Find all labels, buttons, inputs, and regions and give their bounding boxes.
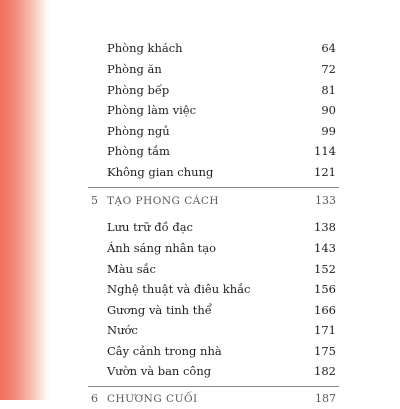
toc-entry-page: 114 <box>314 144 336 158</box>
toc-entry-guong-va-tinh-the[interactable] <box>107 300 336 320</box>
toc-entry-label: Phòng ngủ <box>107 124 170 138</box>
toc-entry-phong-tam[interactable] <box>107 141 336 161</box>
toc-entry-page: 171 <box>314 323 336 337</box>
toc-entry-vuon-va-ban-cong[interactable] <box>107 361 336 381</box>
toc-entry-page: 99 <box>321 124 336 138</box>
toc-entry-nghe-thuat-va-dieu-khac[interactable] <box>107 279 336 299</box>
chapter-title: CHƯƠNG CUỐI <box>107 393 198 405</box>
chapter-number: 5 <box>91 194 98 207</box>
toc-entry-phong-lam-viec[interactable] <box>107 100 336 120</box>
chapter-title: TẠO PHONG CÁCH <box>107 195 220 207</box>
toc-entry-page: 121 <box>314 165 336 179</box>
toc-entry-label: Cây cảnh trong nhà <box>107 344 222 358</box>
toc-entry-label: Phòng tắm <box>107 144 170 158</box>
toc-entry-phong-bep[interactable] <box>107 80 336 100</box>
toc-entry-mau-sac[interactable] <box>107 259 336 279</box>
toc-entry-label: Vườn và ban công <box>107 364 212 378</box>
toc-entry-luu-tru-do-dac[interactable] <box>107 217 336 237</box>
toc-entry-page: 143 <box>314 241 336 255</box>
toc-entry-label: Phòng ăn <box>107 62 162 76</box>
chapter-divider <box>88 187 339 188</box>
chapter-page: 133 <box>315 194 336 207</box>
toc-entry-label: Nghệ thuật và điêu khắc <box>107 282 251 296</box>
toc-entry-nuoc[interactable] <box>107 320 336 340</box>
chapter-divider <box>88 386 339 387</box>
toc-entry-page: 90 <box>321 103 336 117</box>
toc-entry-phong-an[interactable] <box>107 59 336 79</box>
toc-chapter-6[interactable] <box>91 389 336 409</box>
toc-entry-page: 156 <box>314 282 336 296</box>
toc-entry-label: Phòng bếp <box>107 83 170 97</box>
toc-entry-page: 182 <box>314 364 336 378</box>
toc-entry-label: Phòng làm việc <box>107 103 197 117</box>
toc-entry-page: 152 <box>314 262 336 276</box>
toc-entry-page: 72 <box>321 62 336 76</box>
toc-entry-page: 166 <box>314 303 336 317</box>
toc-entry-page: 138 <box>314 220 336 234</box>
toc-entry-phong-ngu[interactable] <box>107 121 336 141</box>
toc-entry-label: Gương và tinh thể <box>107 303 212 317</box>
toc-chapter-5[interactable] <box>91 191 336 211</box>
chapter-number: 6 <box>91 392 98 405</box>
toc-entry-khong-gian-chung[interactable] <box>107 162 336 182</box>
toc-entry-label: Không gian chung <box>107 165 214 179</box>
chapter-page: 187 <box>315 392 336 405</box>
toc-entry-anh-sang-nhan-tao[interactable] <box>107 238 336 258</box>
toc-entry-phong-khach[interactable] <box>107 38 336 58</box>
toc-entry-page: 175 <box>314 344 336 358</box>
toc-entry-label: Phòng khách <box>107 41 183 55</box>
toc-entry-label: Màu sắc <box>107 262 156 276</box>
toc-entry-label: Ánh sáng nhân tạo <box>107 241 217 255</box>
toc-entry-label: Nước <box>107 323 138 337</box>
toc-entry-label: Lưu trữ đồ đạc <box>107 220 193 234</box>
toc-entry-page: 64 <box>321 41 336 55</box>
toc-entry-page: 81 <box>321 83 336 97</box>
toc-entry-cay-canh-trong-nha[interactable] <box>107 341 336 361</box>
